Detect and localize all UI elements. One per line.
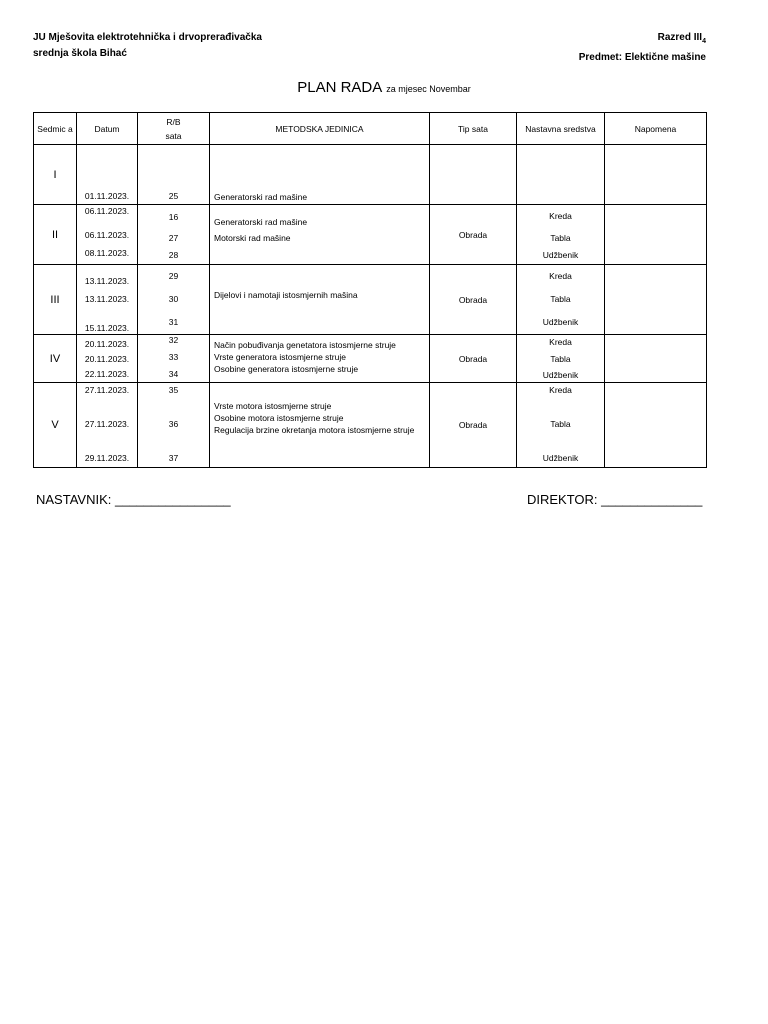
unit-cell: [210, 335, 430, 383]
unit-cell: [210, 383, 430, 468]
school-name: [33, 30, 262, 62]
rb-value: 35: [168, 385, 179, 395]
rb-value: 28: [168, 250, 179, 260]
week-cell: I: [34, 145, 77, 205]
date-value: 13.11.2023.: [84, 276, 130, 286]
page-title: [0, 79, 768, 97]
aids-cell: [517, 383, 605, 468]
date-value: 01.11.2023.: [84, 191, 130, 201]
plan-table: [33, 112, 707, 468]
class-subscript: 4: [702, 38, 706, 45]
date-cell: [77, 145, 138, 205]
col-header-week: Sedmic a: [34, 113, 77, 145]
teacher-signature-line: NASTAVNIK: ________________: [36, 492, 231, 507]
date-cell: [77, 383, 138, 468]
unit-value: Generatorski rad mašine: [214, 192, 308, 202]
table-row: [34, 335, 707, 383]
aid-value: Kreda: [549, 385, 572, 395]
date-cell: [77, 205, 138, 265]
type-cell: Obrada: [430, 205, 517, 265]
date-value: 13.11.2023.: [84, 294, 130, 304]
date-cell: [77, 265, 138, 335]
unit-value: Regulacija brzine okretanja motora istosmjerne struje: [214, 425, 415, 435]
aids-cell: [517, 265, 605, 335]
unit-value: Vrste motora istosmjerne struje: [214, 401, 332, 411]
rb-value: 16: [168, 212, 179, 222]
rb-cell: [138, 335, 210, 383]
table-row: [34, 383, 707, 468]
plan-title: PLAN RADA: [297, 79, 383, 96]
rb-value: 31: [168, 317, 179, 327]
unit-value: Generatorski rad mašine: [214, 217, 308, 227]
table-row: [34, 265, 707, 335]
aid-value: Tabla: [550, 419, 571, 429]
unit-value: Osobine generatora istosmjerne struje: [214, 364, 359, 374]
unit-value: Vrste generatora istosmjerne struje: [214, 352, 346, 362]
date-value: 27.11.2023.: [84, 419, 130, 429]
date-value: 20.11.2023.: [84, 339, 130, 349]
aid-value: Tabla: [550, 233, 571, 243]
director-signature-line: DIREKTOR: ______________: [527, 492, 703, 507]
type-cell: Obrada: [430, 383, 517, 468]
aid-value: Kreda: [549, 211, 572, 221]
rb-cell: [138, 205, 210, 265]
week-cell: IV: [34, 335, 77, 383]
unit-value: Osobine motora istosmjerne struje: [214, 413, 344, 423]
type-cell: [430, 145, 517, 205]
rb-value: 34: [168, 369, 179, 379]
week-cell: V: [34, 383, 77, 468]
date-value: 06.11.2023.: [84, 206, 130, 216]
note-cell: [605, 205, 707, 265]
class-info: [579, 30, 706, 66]
col-header-note: Napomena: [605, 113, 707, 145]
aid-value: Kreda: [549, 337, 572, 347]
unit-value: Motorski rad mašine: [214, 233, 291, 243]
aids-cell: [517, 205, 605, 265]
rb-value: 32: [168, 335, 179, 345]
unit-cell: [210, 145, 430, 205]
col-header-unit: METODSKA JEDINICA: [210, 113, 430, 145]
date-cell: [77, 335, 138, 383]
week-cell: II: [34, 205, 77, 265]
aid-value: Udžbenik: [542, 370, 579, 380]
rb-cell: [138, 145, 210, 205]
rb-value: 25: [168, 191, 179, 201]
date-value: 20.11.2023.: [84, 354, 130, 364]
date-value: 06.11.2023.: [84, 230, 130, 240]
aid-value: Udžbenik: [542, 317, 579, 327]
date-value: 15.11.2023.: [84, 323, 130, 333]
rb-value: 37: [168, 453, 179, 463]
note-cell: [605, 383, 707, 468]
note-cell: [605, 335, 707, 383]
rb-value: 29: [168, 271, 179, 281]
date-value: 29.11.2023.: [84, 453, 130, 463]
type-cell: Obrada: [430, 265, 517, 335]
plan-subtitle: za mjesec Novembar: [386, 84, 471, 94]
school-name-line1: JU Mješovita elektrotehnička i drvoprerađivačka: [33, 32, 262, 43]
aid-value: Udžbenik: [542, 250, 579, 260]
aid-value: Udžbenik: [542, 453, 579, 463]
unit-value: Način pobuđivanja genetatora istosmjerne struje: [214, 340, 396, 350]
aid-value: Tabla: [550, 354, 571, 364]
col-header-aids: Nastavna sredstva: [517, 113, 605, 145]
rb-value: 33: [168, 352, 179, 362]
table-row: [34, 145, 707, 205]
col-header-type: Tip sata: [430, 113, 517, 145]
rb-value: 36: [168, 419, 179, 429]
aids-cell: [517, 335, 605, 383]
class-label: Razred $III_4$: [657, 32, 706, 45]
subject-label: Predmet: Elektične mašine: [578, 52, 706, 63]
type-cell: Obrada: [430, 335, 517, 383]
aids-cell: [517, 145, 605, 205]
table-row: [34, 205, 707, 265]
rb-cell: [138, 383, 210, 468]
rb-value: 27: [168, 233, 179, 243]
school-name-line2: srednja škola Bihać: [33, 48, 127, 59]
date-value: 27.11.2023.: [84, 385, 130, 395]
table-header-row: [34, 113, 707, 145]
note-cell: [605, 145, 707, 205]
col-header-date: Datum: [77, 113, 138, 145]
col-header-rb: R/B sata: [138, 113, 210, 145]
aid-value: Tabla: [550, 294, 571, 304]
rb-cell: [138, 265, 210, 335]
date-value: 08.11.2023.: [84, 248, 130, 258]
unit-cell: [210, 205, 430, 265]
week-cell: III: [34, 265, 77, 335]
note-cell: [605, 265, 707, 335]
unit-cell: [210, 265, 430, 335]
date-value: 22.11.2023.: [84, 369, 130, 379]
rb-value: 30: [168, 294, 179, 304]
aid-value: Kreda: [549, 271, 572, 281]
unit-value: Dijelovi i namotaji istosmjernih mašina: [214, 290, 358, 300]
